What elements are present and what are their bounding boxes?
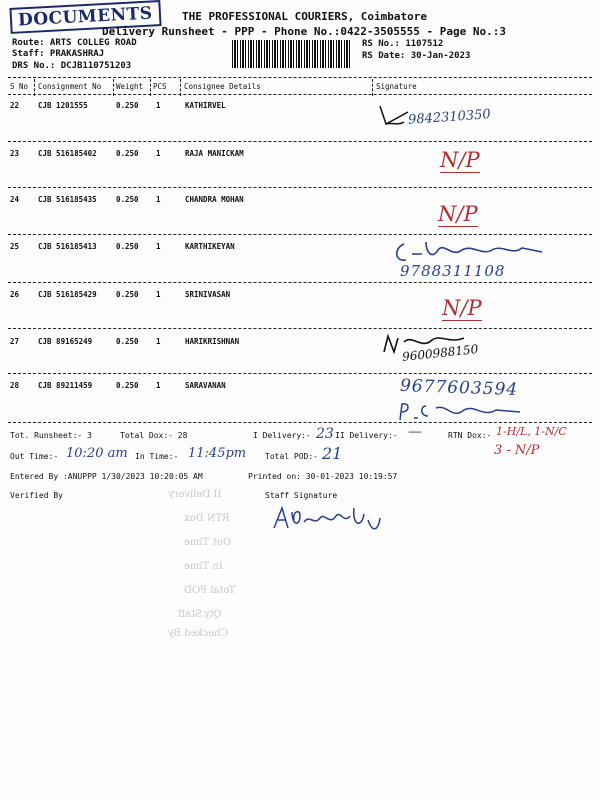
in-time-label: In Time:- — [135, 452, 179, 461]
bleed-text: Qty.Staff — [178, 609, 222, 620]
row-consignment: CJB 516185435 — [38, 195, 97, 204]
row-weight: 0.250 — [116, 381, 139, 390]
row-signature: 9788311108 — [400, 262, 506, 280]
bleed-text: II Delivery — [168, 489, 222, 500]
total-dox: Total Dox:- 28 — [120, 431, 188, 440]
row-rule — [8, 141, 592, 142]
out-time-value: 10:20 am — [66, 446, 128, 461]
total-pod-value: 21 — [322, 444, 343, 463]
rs-number: RS No.: 1107512 — [362, 39, 444, 49]
row-weight: 0.250 — [116, 149, 139, 158]
col-header-consignee: Consignee Details — [184, 82, 261, 91]
runsheet-subtitle: Delivery Runsheet - PPP - Phone No.:0422-3505555 - Page No.:3 — [102, 25, 506, 38]
row-consignee: SARAVANAN — [185, 381, 226, 390]
documents-stamp: DOCUMENTS — [9, 0, 161, 34]
signature-scribble — [372, 102, 412, 128]
row-signature: 9842310350 — [407, 107, 492, 128]
row-signature: N/P — [440, 148, 480, 172]
row-weight: 0.250 — [116, 290, 139, 299]
col-divider — [34, 79, 35, 96]
row-consignee: SRINIVASAN — [185, 290, 231, 299]
row-consignment: CJB 516185429 — [38, 290, 97, 299]
row-weight: 0.250 — [116, 195, 139, 204]
drs-number: DRS No.: DCJB110751203 — [12, 61, 132, 71]
staff-signature — [270, 502, 390, 542]
total-runsheet: Tot. Runsheet:- 3 — [10, 431, 92, 440]
row-rule — [8, 373, 592, 374]
row-pcs: 1 — [156, 101, 161, 110]
col-divider — [180, 79, 181, 96]
rtn-dox-label: RTN Dox:- — [448, 431, 492, 440]
row-signature: 9677603594 — [399, 375, 519, 401]
rtn-dox-np: 3 - N/P — [494, 443, 540, 458]
col-header-signature: Signature — [376, 82, 417, 91]
table-header-rule — [8, 94, 592, 95]
row-signature: 9600988150 — [401, 342, 479, 364]
row-consignee: HARIKRISHNAN — [185, 337, 240, 346]
col-divider — [150, 79, 151, 96]
col-divider — [372, 79, 373, 96]
company-name: THE PROFESSIONAL COURIERS, Coimbatore — [182, 10, 428, 23]
staff: Staff: PRAKASHRAJ — [12, 49, 105, 59]
row-weight: 0.250 — [116, 101, 139, 110]
row-weight: 0.250 — [116, 242, 139, 251]
row-rule — [8, 187, 592, 188]
ii-delivery-label: II Delivery:- — [335, 431, 398, 440]
rs-date: RS Date: 30-Jan-2023 — [362, 51, 471, 61]
row-pcs: 1 — [156, 149, 161, 158]
table-top-rule — [8, 77, 592, 78]
row-sno: 23 — [10, 149, 20, 158]
bleed-text: Checked By — [168, 628, 229, 639]
entered-by: Entered By :ANUPPP 1/30/2023 10:20:05 AM — [10, 472, 203, 481]
verified-by: Verified By — [10, 491, 63, 500]
table-bottom-rule — [8, 422, 592, 423]
row-pcs: 1 — [156, 195, 161, 204]
row-sno: 27 — [10, 337, 20, 346]
signature-scribble — [396, 400, 526, 424]
row-rule — [8, 234, 592, 235]
staff-signature-label: Staff Signature — [265, 491, 338, 500]
row-sno: 24 — [10, 195, 20, 204]
row-sno: 22 — [10, 101, 20, 110]
printed-on: Printed on: 30-01-2023 10:19:57 — [248, 472, 398, 481]
col-header-weight: Weight — [116, 82, 144, 91]
row-signature: N/P — [442, 296, 482, 320]
row-consignment: CJB 516185402 — [38, 149, 97, 158]
row-weight: 0.250 — [116, 337, 139, 346]
ii-delivery-value: — — [408, 424, 422, 440]
in-time-value: 11:45pm — [188, 446, 247, 461]
row-consignee: KARTHIKEYAN — [185, 242, 235, 251]
col-divider — [113, 79, 114, 96]
row-consignment: CJB 516185413 — [38, 242, 97, 251]
row-consignee: CHANDRA MOHAN — [185, 195, 244, 204]
row-consignment: CJB 1201555 — [38, 101, 88, 110]
row-sno: 26 — [10, 290, 20, 299]
col-header-sno: S No — [10, 82, 29, 91]
row-pcs: 1 — [156, 242, 161, 251]
col-header-pcs: PCS — [153, 82, 167, 91]
bleed-text: Total POD — [184, 585, 236, 596]
row-rule — [8, 328, 592, 329]
row-sno: 28 — [10, 381, 20, 390]
row-consignment: CJB 89211459 — [38, 381, 93, 390]
bleed-text: Out Time — [184, 537, 232, 548]
i-delivery-label: I Delivery:- — [253, 431, 311, 440]
barcode — [232, 40, 350, 68]
col-header-consignment: Consignment No — [38, 82, 102, 91]
row-pcs: 1 — [156, 337, 161, 346]
row-pcs: 1 — [156, 381, 161, 390]
rtn-dox-value: 1-H/L, 1-N/C — [496, 425, 567, 438]
i-delivery-value: 23 — [316, 426, 334, 442]
row-pcs: 1 — [156, 290, 161, 299]
bleed-text: RTN Dox — [184, 513, 230, 524]
row-consignment: CJB 89165249 — [38, 337, 93, 346]
route: Route: ARTS COLLEG ROAD — [12, 38, 137, 48]
total-pod-label: Total POD:- — [265, 452, 318, 461]
out-time-label: Out Time:- — [10, 452, 59, 461]
row-consignee: KATHIRVEL — [185, 101, 226, 110]
row-consignee: RAJA MANICKAM — [185, 149, 244, 158]
bleed-text: In Time — [184, 561, 223, 572]
row-sno: 25 — [10, 242, 20, 251]
row-rule — [8, 282, 592, 283]
row-signature: N/P — [438, 202, 478, 226]
